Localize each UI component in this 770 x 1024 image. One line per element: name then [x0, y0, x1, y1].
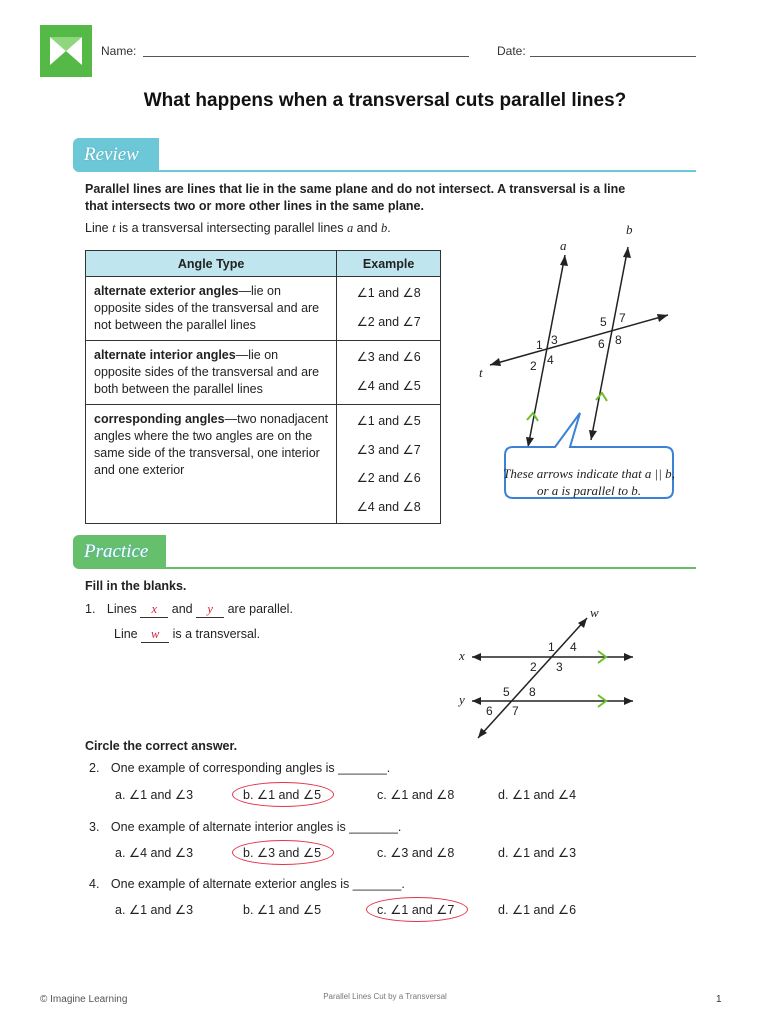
angle-label: 6 [598, 337, 605, 351]
question-number: 4. [89, 877, 100, 891]
practice-rule [166, 567, 696, 569]
label-b: b [626, 222, 633, 237]
practice-tab [73, 535, 166, 569]
practice-tab-label: Practice [84, 541, 149, 562]
example-item: ∠4 and ∠8 [356, 499, 421, 514]
table-row [86, 341, 441, 405]
table-header-row [86, 251, 441, 277]
angle-label: 8 [529, 685, 536, 699]
line-w [478, 618, 587, 738]
arrowhead-icon [657, 314, 668, 322]
option-b[interactable]: b. ∠1 and ∠5 [243, 903, 322, 917]
intro-text: and [353, 221, 382, 235]
intro-text: . [387, 221, 391, 235]
question-1-line2 [114, 627, 414, 643]
publisher-logo [40, 25, 92, 77]
question-text: is a transversal. [172, 627, 261, 641]
question-text: and [171, 602, 193, 616]
question-text: One example of alternate exterior angles is _______. [110, 877, 405, 891]
term-desc: —two nonadjacent angles where the two angles are on the same side of the transversal, one interior and one exterior [94, 412, 329, 477]
question-text: Lines [106, 602, 137, 616]
intro-text: Line [85, 221, 113, 235]
term: alternate interior angles [94, 348, 236, 362]
line-a [528, 255, 565, 447]
logo-mark-icon [40, 25, 92, 77]
circle-heading: Circle the correct answer. [85, 739, 238, 753]
example-item: ∠1 and ∠8 [356, 286, 421, 300]
var-b: b [381, 221, 388, 235]
example-cell [337, 405, 441, 524]
label-t: t [479, 365, 483, 380]
option-d[interactable]: d. ∠1 and ∠4 [498, 788, 577, 802]
option-b[interactable]: b. ∠3 and ∠5 [243, 846, 322, 860]
answer-blank[interactable]: x [140, 602, 168, 618]
question-number: 2. [89, 761, 100, 775]
answer-blank[interactable]: y [196, 602, 224, 618]
line-b [591, 247, 628, 440]
answer-blank[interactable]: w [141, 627, 169, 643]
angle-type-table [85, 250, 441, 524]
var-t: t [112, 221, 116, 235]
option-a[interactable]: a. ∠1 and ∠3 [115, 788, 194, 802]
review-intro-line3 [85, 219, 505, 237]
question-number: 1. [85, 602, 96, 616]
col-header-example: Example [337, 251, 441, 277]
arrowhead-icon [624, 697, 633, 705]
term-desc: —lie on opposite sides of the transversal and are both between the parallel lines [94, 348, 320, 396]
angle-label: 3 [556, 660, 563, 674]
angle-label: 5 [503, 685, 510, 699]
angle-label: 3 [551, 333, 558, 347]
option-d[interactable]: d. ∠1 and ∠6 [498, 903, 577, 917]
option-a[interactable]: a. ∠1 and ∠3 [115, 903, 194, 917]
question-text: One example of alternate interior angles is _______. [110, 820, 402, 834]
option-c[interactable]: c. ∠1 and ∠7 [377, 903, 455, 917]
copyright: © Imagine Learning [40, 994, 128, 1005]
term: corresponding angles [94, 412, 225, 426]
intro-text: is a transversal intersecting parallel lines [115, 221, 347, 235]
review-tab-label: Review [84, 144, 139, 165]
angle-label: 8 [615, 333, 622, 347]
definition-cell [86, 277, 337, 341]
option-a[interactable]: a. ∠4 and ∠3 [115, 846, 194, 860]
label-a: a [560, 238, 567, 253]
arrowhead-icon [624, 653, 633, 661]
answer-circle [232, 782, 334, 807]
question-3 [89, 820, 401, 834]
definition-cell [86, 405, 337, 524]
angle-label: 7 [512, 704, 519, 718]
example-item: ∠4 and ∠5 [356, 378, 421, 393]
review-intro-line1: Parallel lines are lines that lie in the same plane and do not intersect. A transversal is a line [85, 182, 626, 196]
date-label: Date: [497, 44, 526, 58]
answer-circle [366, 897, 468, 922]
example-item: ∠3 and ∠6 [356, 350, 421, 364]
angle-label: 4 [547, 353, 554, 367]
fill-heading: Fill in the blanks. [85, 579, 187, 593]
angle-label: 5 [600, 315, 607, 329]
option-c[interactable]: c. ∠1 and ∠8 [377, 788, 455, 802]
angle-label: 1 [536, 338, 543, 352]
angle-label: 4 [570, 640, 577, 654]
option-c[interactable]: c. ∠3 and ∠8 [377, 846, 455, 860]
arrowhead-icon [472, 653, 481, 661]
arrowhead-icon [526, 437, 534, 447]
example-item: ∠2 and ∠7 [356, 314, 421, 329]
definition-cell [86, 341, 337, 405]
parallel-marker-icon [596, 393, 607, 401]
question-text: Line [114, 627, 138, 641]
answer-circle [232, 840, 334, 865]
line-t [490, 315, 668, 365]
example-item: ∠2 and ∠6 [356, 471, 421, 485]
review-intro-line2: that intersects two or more other lines in the same plane. [85, 199, 424, 213]
label-w: w [590, 605, 599, 620]
name-field-line[interactable] [143, 56, 469, 57]
question-text: are parallel. [227, 602, 293, 616]
angle-label: 6 [486, 704, 493, 718]
question-number: 3. [89, 820, 100, 834]
question-4 [89, 877, 405, 891]
term: alternate exterior angles [94, 284, 239, 298]
date-field-line[interactable] [530, 56, 696, 57]
angle-label: 2 [530, 660, 537, 674]
option-b[interactable]: b. ∠1 and ∠5 [243, 788, 322, 802]
angle-label: 2 [530, 359, 537, 373]
angle-label: 7 [619, 311, 626, 325]
term-desc: —lie on opposite sides of the transversal and are not between the parallel lines [94, 284, 320, 332]
question-text: One example of corresponding angles is _______. [110, 761, 391, 775]
example-item: ∠1 and ∠5 [356, 414, 421, 428]
page-number: 1 [716, 994, 722, 1005]
practice-figure [450, 600, 650, 745]
review-tab [73, 138, 159, 172]
var-a: a [346, 221, 354, 235]
angle-label: 1 [548, 640, 555, 654]
footer-doc-title: Parallel Lines Cut by a Transversal [323, 992, 447, 1001]
example-cell [337, 341, 441, 405]
question-2 [89, 761, 390, 775]
review-rule [159, 170, 696, 172]
page-title: What happens when a transversal cuts parallel lines? [143, 90, 627, 111]
callout-text: These arrows indicate that a || b, or a is parallel to b. [503, 466, 675, 498]
arrowhead-icon [589, 430, 597, 440]
example-item: ∠3 and ∠7 [356, 442, 421, 457]
label-y: y [459, 692, 465, 707]
question-1-line1 [85, 602, 405, 618]
arrowhead-icon [490, 358, 501, 366]
option-d[interactable]: d. ∠1 and ∠3 [498, 846, 577, 860]
table-row [86, 277, 441, 341]
label-x: x [459, 648, 465, 663]
table-row [86, 405, 441, 524]
example-cell [337, 277, 441, 341]
arrowhead-icon [472, 697, 481, 705]
name-label: Name: [101, 44, 137, 58]
col-header-angle-type: Angle Type [86, 251, 337, 277]
